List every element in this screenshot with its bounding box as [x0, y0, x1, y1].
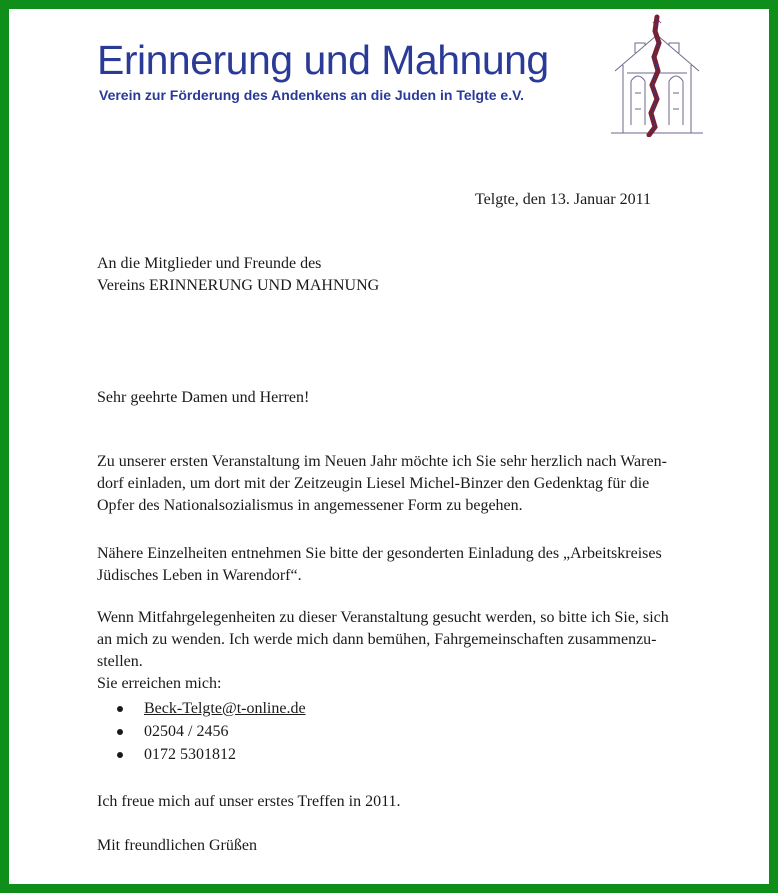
- text-line: Zu unserer ersten Veranstaltung im Neuen Jahr möchte ich Sie sehr herzlich nach Waren-: [97, 453, 667, 470]
- date-line: Telgte, den 13. Januar 2011: [475, 191, 652, 208]
- text-line: an mich zu wenden. Ich werde mich dann bemühen, Fahrgemeinschaften zusammenzu-: [97, 631, 657, 648]
- paragraph-invitation: [97, 451, 687, 517]
- text-line: stellen.: [97, 653, 143, 670]
- salutation: Sehr geehrte Damen und Herren!: [97, 389, 310, 406]
- text-line: Wenn Mitfahrgelegenheiten zu dieser Veranstaltung gesucht werden, so bitte ich Sie, sich: [97, 609, 669, 626]
- contact-mobile-item: [117, 743, 306, 766]
- letterhead-subtitle: Verein zur Förderung des Andenkens an die Juden in Telgte e.V.: [99, 87, 525, 103]
- mobile-number: 0172 5301812: [144, 746, 236, 763]
- phone-number: 02504 / 2456: [144, 723, 229, 740]
- text-line: dorf einladen, um dort mit der Zeitzeugin Liesel Michel-Binzer den Gedenktag für die: [97, 475, 650, 492]
- paragraph-details: [97, 543, 687, 587]
- recipient-address: [97, 253, 379, 297]
- recipient-line: Vereins ERINNERUNG UND MAHNUNG: [97, 277, 380, 294]
- text-line: Sie erreichen mich:: [97, 675, 222, 692]
- contact-list: [117, 697, 306, 766]
- signoff: Mit freundlichen Grüßen: [97, 837, 257, 854]
- closing-line: Ich freue mich auf unser erstes Treffen in 2011.: [97, 793, 401, 810]
- text-line: Jüdisches Leben in Warendorf“.: [97, 567, 302, 584]
- paragraph-carpool: [97, 607, 687, 695]
- text-line: Nähere Einzelheiten entnehmen Sie bitte der gesonderten Einladung des „Arbeitskreises: [97, 545, 662, 562]
- contact-phone-item: [117, 720, 306, 743]
- email-link[interactable]: Beck-Telgte@t-online.de: [144, 700, 306, 717]
- synagogue-sketch-icon: [605, 13, 709, 137]
- letterhead-title: Erinnerung und Mahnung: [97, 37, 549, 83]
- recipient-line: An die Mitglieder und Freunde des: [97, 255, 322, 272]
- text-line: Opfer des Nationalsozialismus in angemessener Form zu begehen.: [97, 497, 523, 514]
- contact-email-item: [117, 697, 306, 720]
